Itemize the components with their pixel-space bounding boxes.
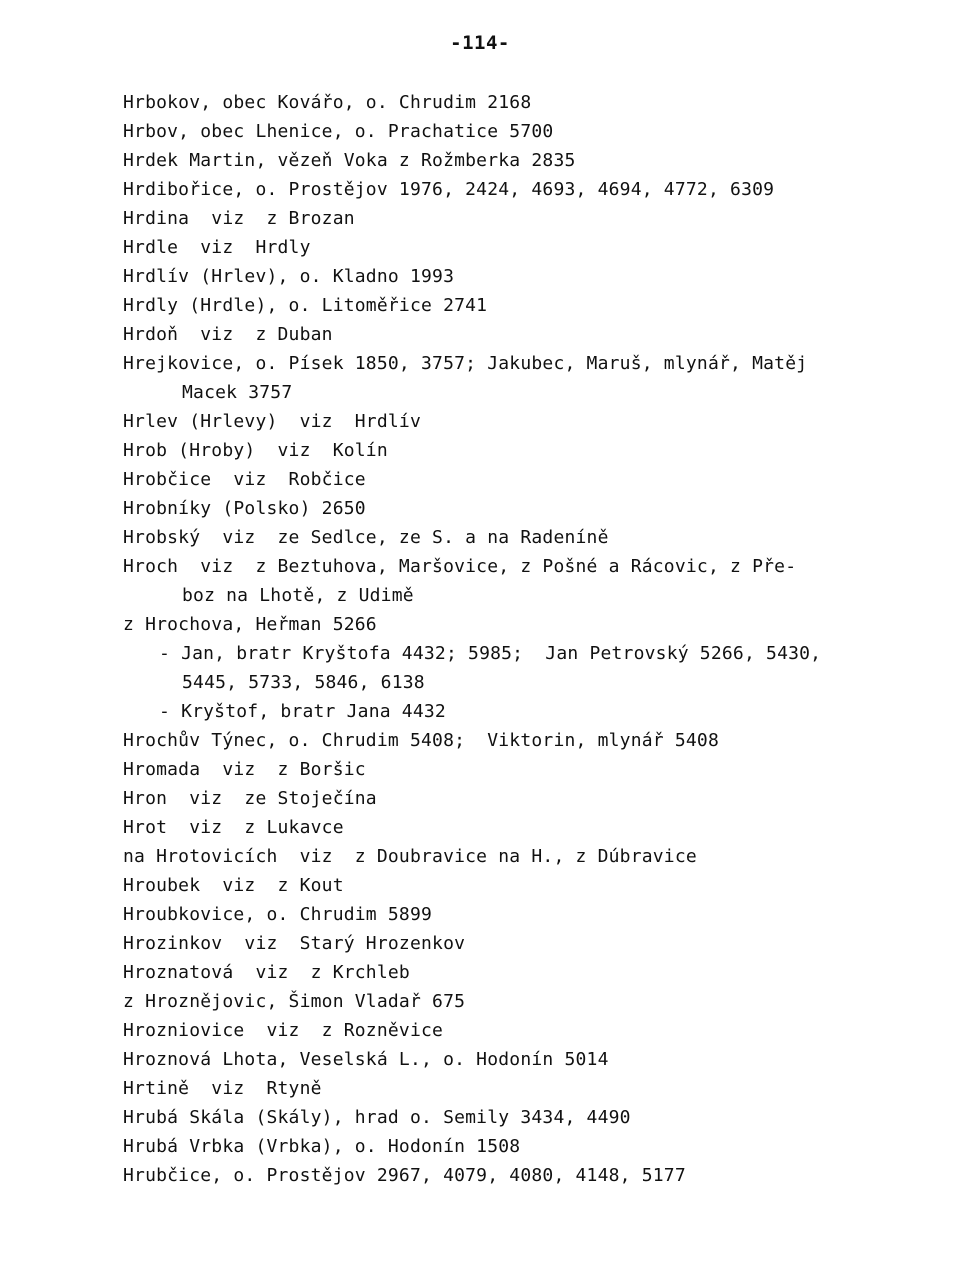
index-entry: Hrobčice viz Robčice xyxy=(123,469,366,490)
index-entry: Hrdlív (Hrlev), o. Kladno 1993 xyxy=(123,266,455,287)
index-entry: Hroubek viz z Kout xyxy=(123,875,344,896)
index-entry-continuation: 5445, 5733, 5846, 6138 xyxy=(182,672,425,693)
index-entry: Hrozinkov viz Starý Hrozenkov xyxy=(123,933,466,954)
index-entry: Hrubá Vrbka (Vrbka), o. Hodonín 1508 xyxy=(123,1136,521,1157)
index-subentry: - Kryštof, bratr Jana 4432 xyxy=(159,701,446,722)
index-entry: Hrob (Hroby) viz Kolín xyxy=(123,440,388,461)
page-number: -114- xyxy=(450,32,510,54)
index-entry: Hrbov, obec Lhenice, o. Prachatice 5700 xyxy=(123,121,554,142)
index-entry: Hromada viz z Boršic xyxy=(123,759,366,780)
index-entry: Hrobníky (Polsko) 2650 xyxy=(123,498,366,519)
index-entry: na Hrotovicích viz z Doubravice na H., z Dúbravice xyxy=(123,846,697,867)
index-entry-continuation: boz na Lhotě, z Udimě xyxy=(182,585,414,606)
index-entry: Hron viz ze Stoječína xyxy=(123,788,377,809)
index-entry: Hrdly (Hrdle), o. Litoměřice 2741 xyxy=(123,295,488,316)
index-entry: Hrbokov, obec Kovářo, o. Chrudim 2168 xyxy=(123,92,532,113)
index-entry: Hrubá Skála (Skály), hrad o. Semily 3434, 4490 xyxy=(123,1107,631,1128)
index-entry: Hrochův Týnec, o. Chrudim 5408; Viktorin, mlynář 5408 xyxy=(123,730,719,751)
index-entry: Hrdek Martin, vězeň Voka z Rožmberka 2835 xyxy=(123,150,576,171)
index-entry: Hrdoň viz z Duban xyxy=(123,324,333,345)
index-entry: Hrobský viz ze Sedlce, ze S. a na Radeníně xyxy=(123,527,609,548)
index-entry: Hrubčice, o. Prostějov 2967, 4079, 4080, 4148, 5177 xyxy=(123,1165,686,1186)
index-entry: Hrlev (Hrlevy) viz Hrdlív xyxy=(123,411,421,432)
index-entry: Hrot viz z Lukavce xyxy=(123,817,344,838)
index-entry: Hroznová Lhota, Veselská L., o. Hodonín 5014 xyxy=(123,1049,609,1070)
index-entry: z Hroznějovic, Šimon Vladař 675 xyxy=(123,991,466,1012)
index-entry: Hrejkovice, o. Písek 1850, 3757; Jakubec, Maruš, mlynář, Matěj xyxy=(123,353,808,374)
index-entry: Hroubkovice, o. Chrudim 5899 xyxy=(123,904,433,925)
index-entry: Hroznatová viz z Krchleb xyxy=(123,962,410,983)
index-entry: Hroch viz z Beztuhova, Maršovice, z Pošné a Rácovic, z Pře- xyxy=(123,556,797,577)
index-subentry: - Jan, bratr Kryštofa 4432; 5985; Jan Petrovský 5266, 5430, xyxy=(159,643,822,664)
index-entry: Hrdibořice, o. Prostějov 1976, 2424, 4693, 4694, 4772, 6309 xyxy=(123,179,775,200)
index-entry: z Hrochova, Heřman 5266 xyxy=(123,614,377,635)
index-entry: Hrdina viz z Brozan xyxy=(123,208,355,229)
index-entries xyxy=(123,88,923,1190)
index-entry: Hrtině viz Rtyně xyxy=(123,1078,322,1099)
index-entry: Hrozniovice viz z Rozněvice xyxy=(123,1020,444,1041)
index-entry: Hrdle viz Hrdly xyxy=(123,237,311,258)
index-entry-continuation: Macek 3757 xyxy=(182,382,293,403)
